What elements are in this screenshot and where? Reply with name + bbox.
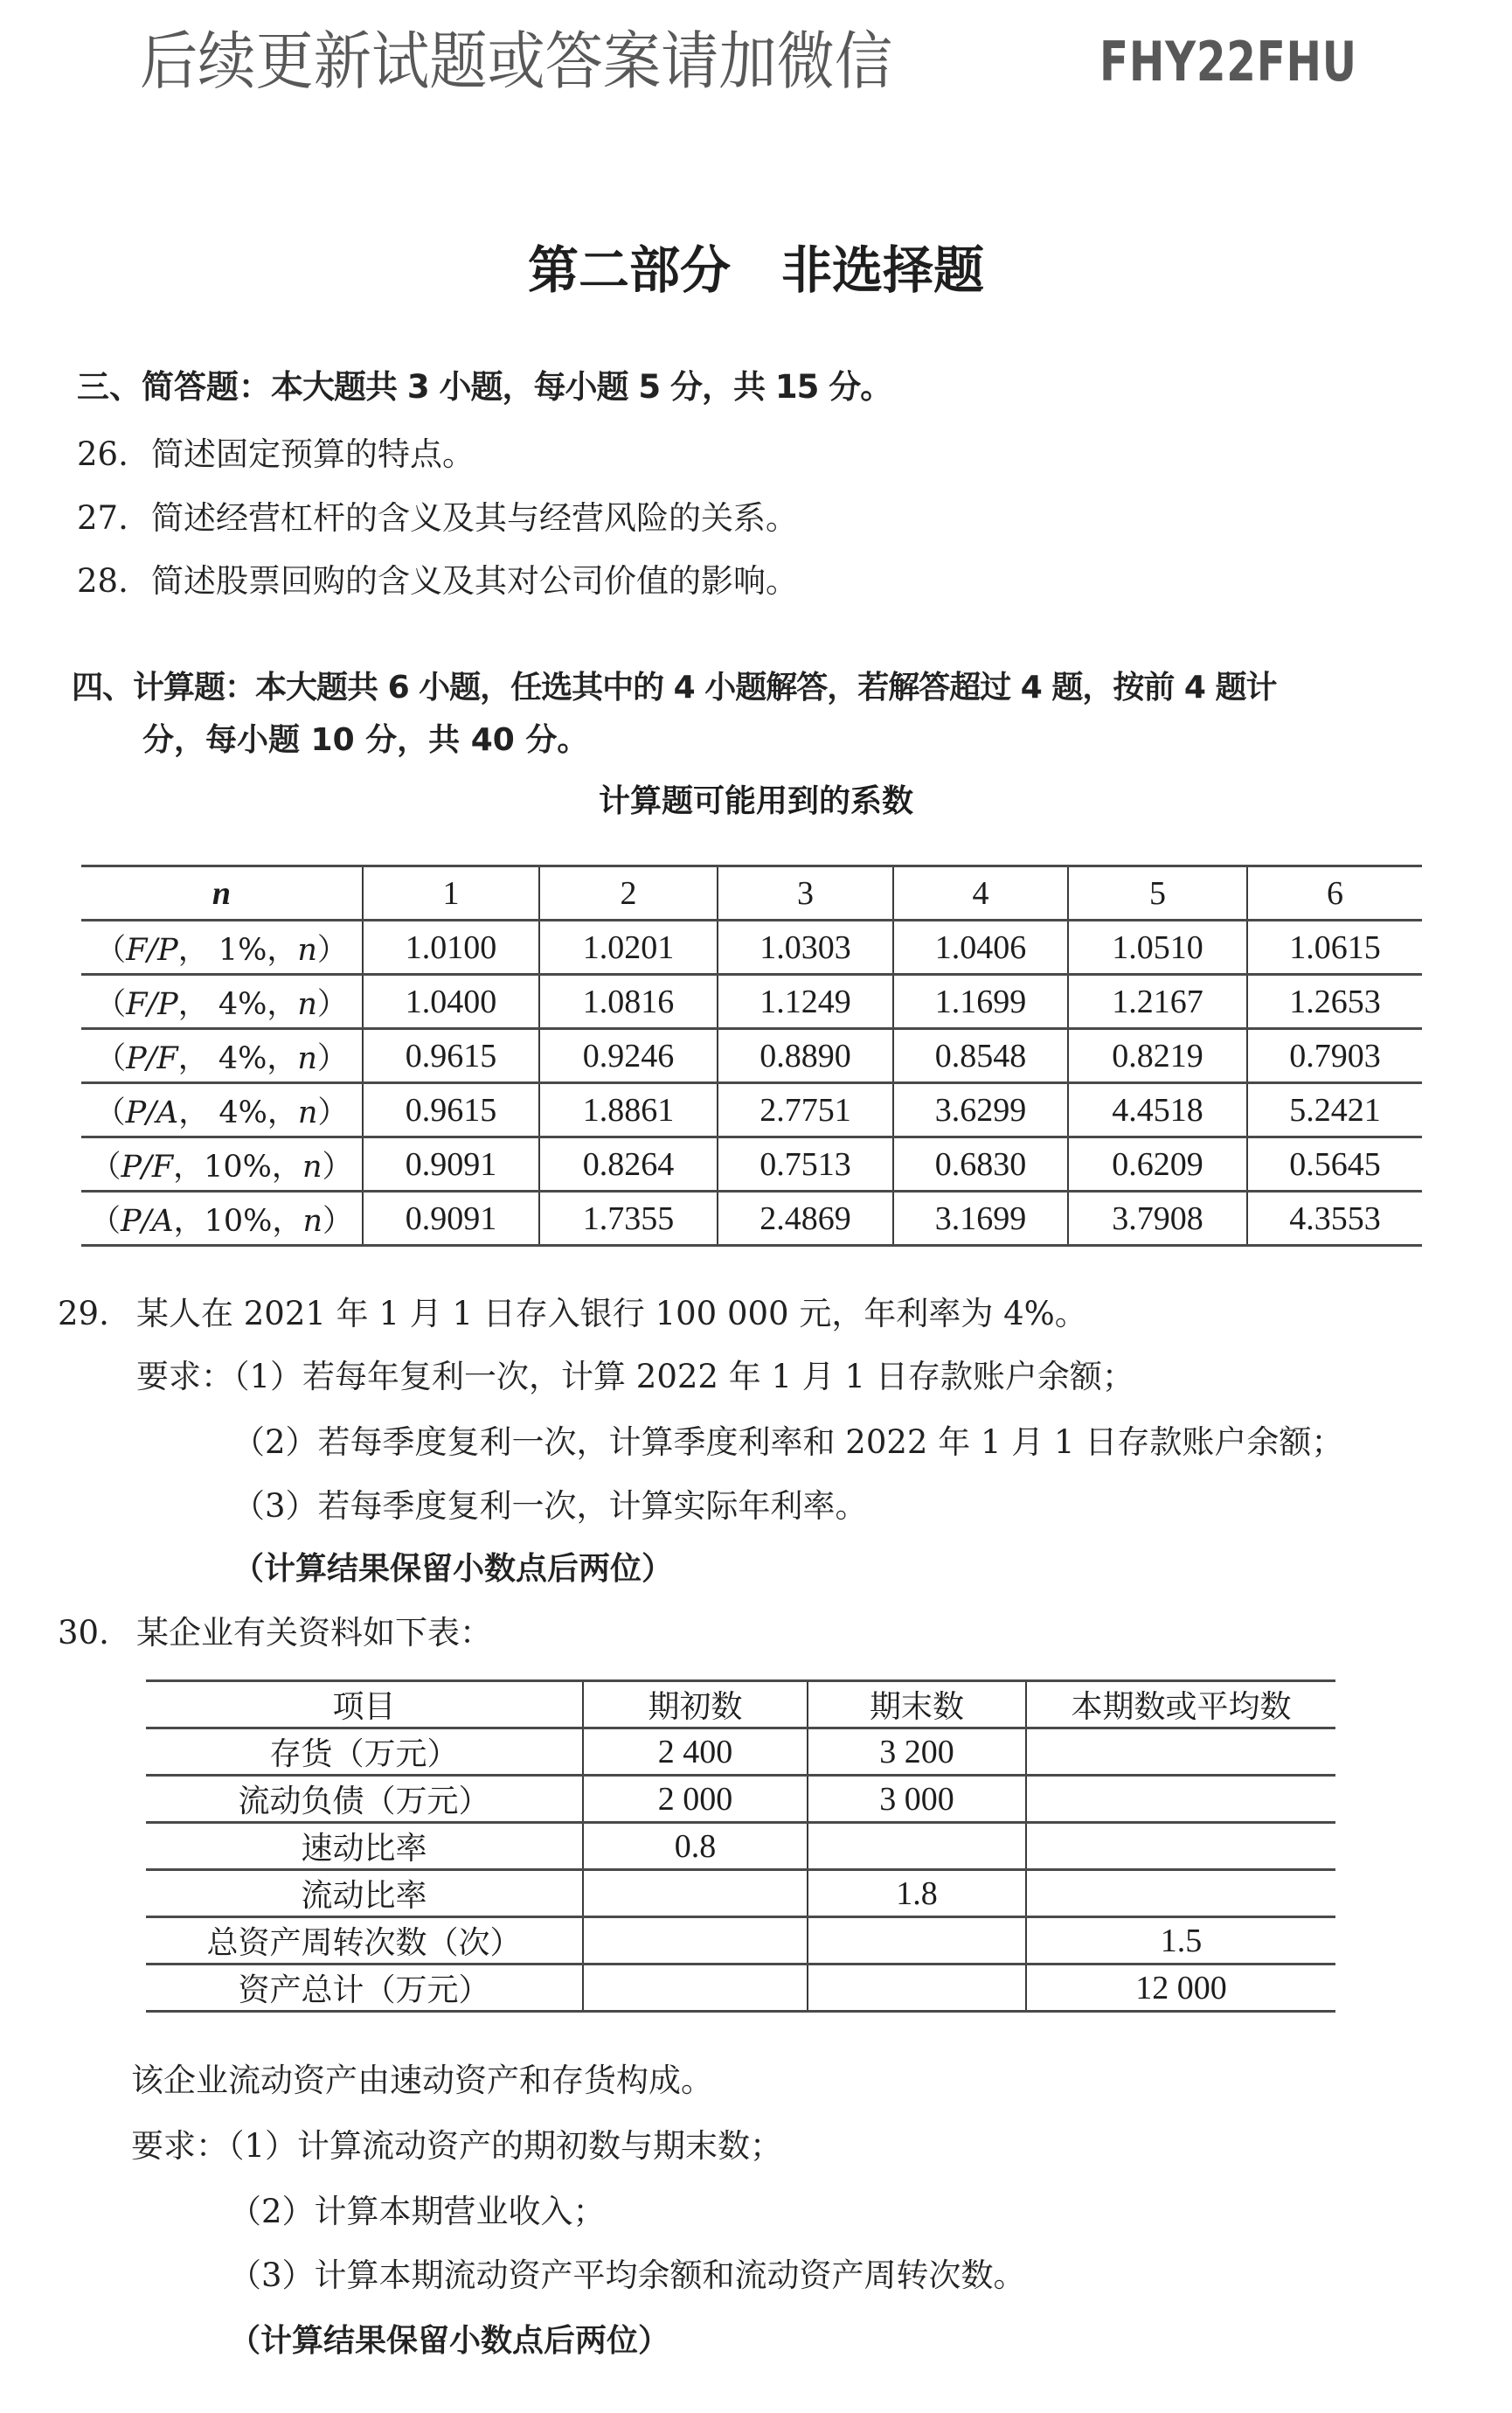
data-value: 2 400	[583, 1728, 808, 1776]
question-29	[58, 1292, 1087, 1336]
coef-value: 0.9246	[539, 1029, 718, 1083]
coef-table-row	[81, 921, 1422, 975]
coef-header-cell: 5	[1068, 866, 1247, 921]
question-text: 简述股票回购的含义及其对公司价值的影响。	[151, 562, 798, 600]
coef-value: 3.1699	[893, 1192, 1068, 1246]
question-27	[77, 497, 798, 540]
data-table-row	[146, 1917, 1335, 1964]
question-28	[77, 560, 798, 603]
data-value: 0.8	[583, 1823, 808, 1870]
data-item-label: 速动比率	[146, 1823, 583, 1870]
data-item-label: 流动比率	[146, 1870, 583, 1917]
requirement-label: 要求：	[136, 1358, 233, 1395]
coef-header-cell	[81, 866, 363, 921]
coef-value: 1.0615	[1247, 921, 1422, 975]
n-symbol: n	[297, 1095, 318, 1130]
coef-value: 0.7513	[718, 1137, 893, 1192]
coef-row-label	[81, 1083, 363, 1137]
data-value	[1026, 1823, 1335, 1870]
coef-header-cell: 1	[363, 866, 539, 921]
data-value	[583, 1917, 808, 1964]
coef-value: 5.2421	[1247, 1083, 1422, 1137]
paren-close: ）	[322, 1203, 353, 1239]
coef-table-caption: 计算题可能用到的系数	[598, 783, 913, 819]
data-value: 1.5	[1026, 1917, 1335, 1964]
coef-value: 1.1249	[718, 975, 893, 1029]
part-title-right: 非选择题	[781, 240, 985, 300]
data-value	[1026, 1870, 1335, 1917]
coef-value: 1.2167	[1068, 975, 1247, 1029]
ratio-name: P/F	[126, 1040, 178, 1076]
section4-heading-line1	[72, 666, 1277, 710]
coef-value: 0.6830	[893, 1137, 1068, 1192]
coef-row-label	[81, 921, 363, 975]
requirement-label: 要求：	[131, 2127, 228, 2165]
question-30	[58, 1611, 492, 1655]
data-value	[1026, 1776, 1335, 1823]
coef-value: 0.8890	[718, 1029, 893, 1083]
section3-heading-num: 三、	[77, 368, 142, 406]
rate: ，10%，	[173, 1149, 302, 1185]
data-item-label: 资产总计（万元）	[146, 1964, 583, 2012]
data-table-row	[146, 1823, 1335, 1870]
coef-header-n: n	[212, 874, 232, 912]
coef-value: 0.9615	[363, 1083, 539, 1137]
paren-close: ）	[317, 1095, 349, 1130]
coef-value: 1.8861	[539, 1083, 718, 1137]
data-value	[583, 1964, 808, 2012]
data-value: 3 000	[808, 1776, 1026, 1823]
coef-value: 1.0406	[893, 921, 1068, 975]
question-number: 26.	[77, 435, 128, 473]
ratio-name: P/F	[121, 1149, 174, 1185]
data-value: 3 200	[808, 1728, 1026, 1776]
rate: ， 4%，	[177, 986, 298, 1022]
coef-value: 2.7751	[718, 1083, 893, 1137]
data-value: 12 000	[1026, 1964, 1335, 2012]
data-table-row	[146, 1870, 1335, 1917]
n-symbol: n	[302, 1203, 323, 1239]
q29-requirement-3: （3）若每季度复利一次，计算实际年利率。	[232, 1487, 868, 1525]
q30-requirement-2: （2）计算本期营业收入；	[229, 2193, 606, 2230]
n-symbol: n	[297, 986, 317, 1022]
paren-close: ）	[316, 986, 348, 1022]
paren-close: ）	[316, 1040, 348, 1076]
data-table-row	[146, 1728, 1335, 1776]
q30-requirement-1	[131, 2124, 782, 2168]
data-item-label: 存货（万元）	[146, 1728, 583, 1776]
rate: ， 4%，	[177, 1040, 298, 1076]
paren-close: ）	[316, 932, 348, 968]
coef-header-cell: 4	[893, 866, 1068, 921]
ratio-name: F/P	[126, 932, 178, 968]
coef-value: 0.8548	[893, 1029, 1068, 1083]
coef-table-row	[81, 975, 1422, 1029]
coef-table-row	[81, 1083, 1422, 1137]
coef-value: 0.8264	[539, 1137, 718, 1192]
question-stem: 某企业有关资料如下表：	[136, 1614, 492, 1652]
coef-header-cell: 2	[539, 866, 718, 921]
section4-heading-line2: 分，每小题 10 分，共 40 分。	[142, 722, 589, 758]
data-value	[808, 1823, 1026, 1870]
q30-rounding-note: （计算结果保留小数点后两位）	[229, 2323, 670, 2359]
coef-value: 4.3553	[1247, 1192, 1422, 1246]
paren-open: （	[94, 1095, 126, 1130]
paren-open: （	[95, 932, 127, 968]
q29-requirement-1	[136, 1355, 1134, 1399]
requirement-text: （1）计算流动资产的期初数与期末数；	[228, 2127, 783, 2165]
coef-value: 1.7355	[539, 1192, 718, 1246]
question-stem: 某人在 2021 年 1 月 1 日存入银行 100 000 元，年利率为 4%。	[136, 1295, 1087, 1332]
data-value: 1.8	[808, 1870, 1026, 1917]
ratio-name: F/P	[126, 986, 178, 1022]
ratio-name: P/A	[121, 1203, 174, 1239]
coef-row-label	[81, 1029, 363, 1083]
paren-open: （	[90, 1149, 121, 1185]
section3-heading-rest: 本大题共 3 小题，每小题 5 分，共 15 分。	[271, 368, 892, 406]
coef-header-cell: 6	[1247, 866, 1422, 921]
data-header-cell: 期末数	[808, 1681, 1026, 1728]
coef-value: 1.0400	[363, 975, 539, 1029]
paren-close: ）	[322, 1149, 353, 1185]
coef-value: 3.7908	[1068, 1192, 1247, 1246]
coef-value: 0.9615	[363, 1029, 539, 1083]
question-number: 29.	[58, 1295, 109, 1332]
data-table-row	[146, 1964, 1335, 2012]
section4-heading-rest: 本大题共 6 小题，任选其中的 4 小题解答，若解答超过 4 题，按前 4 题计	[255, 670, 1277, 706]
coefficient-table	[81, 865, 1422, 1247]
data-table-row	[146, 1776, 1335, 1823]
rate: ， 4%，	[178, 1095, 298, 1130]
coef-table-row	[81, 1192, 1422, 1246]
paren-open: （	[95, 986, 127, 1022]
coef-value: 1.0100	[363, 921, 539, 975]
data-header-cell: 期初数	[583, 1681, 808, 1728]
coef-value: 0.7903	[1247, 1029, 1422, 1083]
coef-value: 1.1699	[893, 975, 1068, 1029]
coef-value: 0.8219	[1068, 1029, 1247, 1083]
n-symbol: n	[297, 932, 317, 968]
coef-value: 0.9091	[363, 1137, 539, 1192]
requirement-text: （1）若每年复利一次，计算 2022 年 1 月 1 日存款账户余额；	[233, 1358, 1134, 1395]
section4-heading-title: 计算题：	[133, 670, 256, 706]
data-value	[808, 1964, 1026, 2012]
data-value: 2 000	[583, 1776, 808, 1823]
ratio-name: P/A	[125, 1095, 179, 1130]
coef-value: 1.0510	[1068, 921, 1247, 975]
n-symbol: n	[302, 1149, 323, 1185]
section4-heading-num: 四、	[72, 670, 134, 706]
coef-value: 3.6299	[893, 1083, 1068, 1137]
coef-table-row	[81, 1137, 1422, 1192]
n-symbol: n	[297, 1040, 317, 1076]
paren-open: （	[90, 1203, 121, 1239]
coef-value: 0.6209	[1068, 1137, 1247, 1192]
coef-value: 0.9091	[363, 1192, 539, 1246]
watermark-wechat-id: FHY22FHU	[1099, 30, 1357, 94]
data-value	[808, 1917, 1026, 1964]
coef-value: 0.5645	[1247, 1137, 1422, 1192]
q29-requirement-2: （2）若每季度复利一次，计算季度利率和 2022 年 1 月 1 日存款账户余额；	[232, 1423, 1344, 1461]
enterprise-data-table	[146, 1679, 1335, 2013]
coef-value: 1.0816	[539, 975, 718, 1029]
coef-value: 2.4869	[718, 1192, 893, 1246]
coef-row-label	[81, 975, 363, 1029]
watermark-text: 后续更新试题或答案请加微信	[140, 24, 893, 98]
data-item-label: 总资产周转次数（次）	[146, 1917, 583, 1964]
data-value	[1026, 1728, 1335, 1776]
data-header-cell: 本期数或平均数	[1026, 1681, 1335, 1728]
coef-table-row	[81, 1029, 1422, 1083]
rate: ， 1%，	[177, 932, 298, 968]
coef-row-label	[81, 1192, 363, 1246]
coef-value: 1.0303	[718, 921, 893, 975]
q30-requirement-3: （3）计算本期流动资产平均余额和流动资产周转次数。	[229, 2257, 1026, 2294]
coef-value: 1.0201	[539, 921, 718, 975]
coef-table-header-row	[81, 866, 1422, 921]
coef-header-cell: 3	[718, 866, 893, 921]
paren-open: （	[95, 1040, 127, 1076]
data-item-label: 流动负债（万元）	[146, 1776, 583, 1823]
coef-value: 1.2653	[1247, 975, 1422, 1029]
question-number: 30.	[58, 1614, 109, 1652]
rate: ，10%，	[173, 1203, 303, 1239]
section3-heading	[77, 365, 891, 409]
q29-rounding-note: （计算结果保留小数点后两位）	[232, 1551, 674, 1587]
question-26	[77, 433, 475, 476]
question-text: 简述固定预算的特点。	[151, 435, 475, 473]
question-number: 27.	[77, 499, 128, 537]
question-text: 简述经营杠杆的含义及其与经营风险的关系。	[151, 499, 798, 537]
coef-row-label	[81, 1137, 363, 1192]
data-table-header-row	[146, 1681, 1335, 1728]
coef-value: 4.4518	[1068, 1083, 1247, 1137]
data-value	[583, 1870, 808, 1917]
part-title-left: 第二部分	[527, 240, 731, 300]
part-title	[0, 240, 1512, 301]
data-header-cell: 项目	[146, 1681, 583, 1728]
q30-composition-note: 该企业流动资产由速动资产和存货构成。	[131, 2062, 713, 2099]
section3-heading-title: 简答题：	[142, 368, 271, 406]
question-number: 28.	[77, 562, 128, 600]
